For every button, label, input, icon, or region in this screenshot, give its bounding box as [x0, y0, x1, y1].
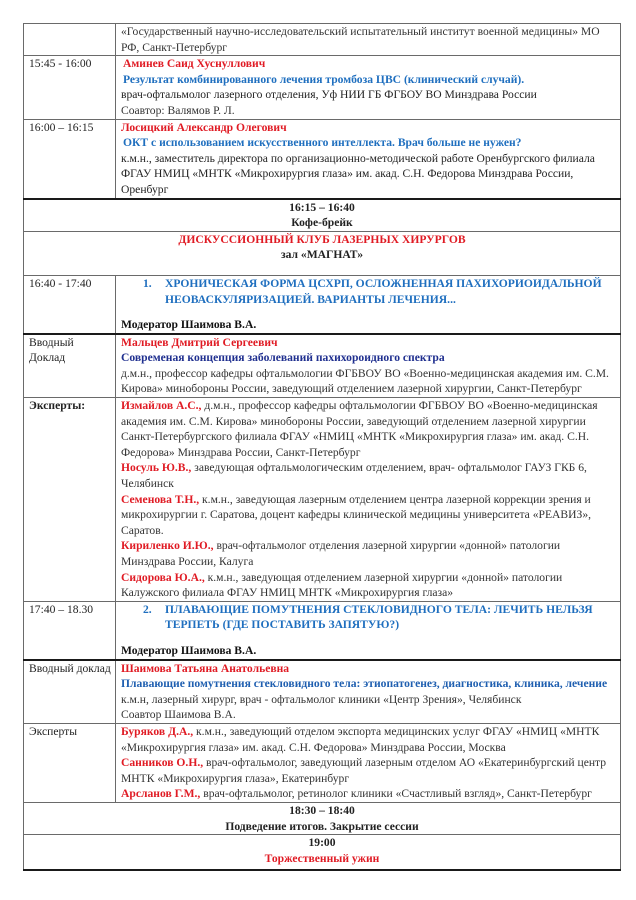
- affiliation-text: д.м.н., профессор кафедры офтальмологии ФГБВОУ ВО «Военно-медицинская академия им. С.М. Кирова» минобороны России, заведующий отделением лазерной хирургии, Санкт-Петербург: [121, 366, 609, 396]
- speaker-name: Шаимова Татьяна Анатольевна: [121, 661, 290, 675]
- expert-entry: [121, 755, 616, 786]
- expert-description: врач-офтальмолог, заведующий лазерным отделом АО «Екатеринбургский центр МНТК «Микрохирургия глаза», Екатеринбург: [121, 756, 607, 785]
- session-topic: [121, 276, 616, 307]
- row-label: Эксперты:: [24, 398, 116, 602]
- expert-name: Носуль Ю.В.,: [121, 461, 192, 475]
- talk-title: Современая концепция заболеваний пахихороидного спектра: [121, 351, 445, 365]
- row-label: Вводный доклад: [24, 660, 116, 724]
- expert-description: к.м.н., заведующий отделом экспорта медицинских услуг ФГАУ «НМИЦ «МНТК «Микрохирургия глаза» им. акад. С.Н. Федорова» Минздрава России, Москва: [121, 724, 600, 754]
- dinner-row: [24, 835, 621, 871]
- expert-name: Арсланов Г.М.,: [121, 787, 201, 801]
- coffee-break-row: [24, 199, 621, 232]
- section-header-row: [24, 231, 621, 275]
- closing-label: Подведение итогов. Закрытие сессии: [225, 819, 419, 833]
- time-cell: 16:00 – 16:15: [24, 119, 116, 198]
- talk-title: Плавающие помутнения стекловидного тела: этиопатогенез, диагностика, клиника, лечение: [121, 677, 608, 691]
- talk-cell: [116, 334, 621, 398]
- row-label: Вводный Доклад: [24, 334, 116, 398]
- experts-cell: [116, 723, 621, 802]
- session-topic-text: ПЛАВАЮЩИЕ ПОМУТНЕНИЯ СТЕКЛОВИДНОГО ТЕЛА: ЛЕЧИТЬ НЕЛЬЗЯ ТЕРПЕТЬ (ГДЕ ПОСТАВИТЬ ЗАПЯТУЮ?): [165, 602, 593, 632]
- coffee-break-time: 16:15 – 16:40: [289, 200, 355, 214]
- expert-description: врач-офтальмолог отделения лазерной хирургии «донной» патологии Минздрава России, Калуга: [121, 539, 561, 568]
- moderator-text: Модератор Шаимова В.А.: [121, 643, 257, 657]
- table-row: [24, 398, 621, 602]
- time-cell: 16:40 - 17:40: [24, 275, 116, 333]
- talk-cell: [116, 119, 621, 198]
- expert-entry: [121, 570, 616, 601]
- talk-cell: [116, 56, 621, 119]
- session-row: [24, 601, 621, 659]
- table-row: [24, 119, 621, 198]
- row-label: Эксперты: [24, 723, 116, 802]
- session-number: 2.: [143, 602, 152, 616]
- coauthor-text: Соавтор Шаимова В.А.: [121, 708, 236, 722]
- table-row: [24, 334, 621, 398]
- section-title: ДИСКУССИОННЫЙ КЛУБ ЛАЗЕРНЫХ ХИРУРГОВ: [178, 232, 466, 246]
- closing-time: 18:30 – 18:40: [289, 803, 355, 817]
- session-row: [24, 275, 621, 333]
- expert-entry: [121, 538, 616, 569]
- dinner-cell: [24, 835, 621, 871]
- experts-cell: [116, 398, 621, 602]
- speaker-name: Лосицкий Александр Олегович: [121, 120, 287, 134]
- expert-entry: [121, 398, 616, 460]
- dinner-label: Торжественный ужин: [264, 851, 380, 865]
- closing-row: [24, 802, 621, 834]
- table-row: [24, 660, 621, 724]
- table-row: [24, 56, 621, 119]
- expert-entry: [121, 492, 616, 539]
- time-cell: 17:40 – 18.30: [24, 601, 116, 659]
- speaker-name: Мальцев Дмитрий Сергеевич: [121, 335, 278, 349]
- expert-entry: [121, 460, 616, 491]
- hall-name: зал «МАГНАТ»: [280, 248, 364, 262]
- table-row: [24, 24, 621, 56]
- affiliation-text: врач-офтальмолог лазерного отделения, Уф НИИ ГБ ФГБОУ ВО Минздрава России: [121, 88, 537, 102]
- expert-name: Сидорова Ю.А.,: [121, 570, 205, 584]
- expert-description: заведующая офтальмологическим отделением, врач- офтальмолог ГАУЗ ГКБ 6, Челябинск: [121, 461, 587, 491]
- session-cell: [116, 601, 621, 659]
- expert-name: Санников О.Н.,: [121, 756, 204, 770]
- affiliation-text: «Государственный научно-исследовательский испытательный институт военной медицины» МО РФ, Санкт-Петербург: [116, 24, 621, 56]
- section-header-cell: [24, 231, 621, 275]
- expert-name: Измайлов А.С.,: [121, 399, 202, 413]
- program-page: [23, 23, 620, 871]
- closing-cell: [24, 802, 621, 834]
- speaker-name: Аминев Саид Хуснуллович: [123, 57, 266, 71]
- program-table: [23, 23, 621, 871]
- dinner-time: 19:00: [308, 836, 336, 850]
- expert-name: Кириленко И.Ю.,: [121, 539, 214, 553]
- expert-name: Семенова Т.Н.,: [121, 492, 200, 506]
- affiliation-text: к.м.н., заместитель директора по организационно-методической работе Оренбургского филиала ФГАУ НМИЦ «МНТК «Микрохирургия глаза» им. акад. С.Н. Федорова Минздрава России, Оренбург: [121, 151, 595, 196]
- moderator-text: Модератор Шаимова В.А.: [121, 318, 257, 332]
- talk-title: ОКТ с использованием искусственного интеллекта. Врач больше не нужен?: [123, 136, 522, 150]
- expert-entry: [121, 724, 616, 755]
- expert-description: к.м.н., заведующая лазерным отделением центра лазерной коррекции зрения и микрохирургии г. Саратова, доцент кафедры клинической медицины университета «РЕАВИЗ», Саратов.: [121, 492, 592, 537]
- coffee-break-label: Кофе-брейк: [291, 216, 353, 230]
- coffee-break-cell: [24, 199, 621, 232]
- session-number: 1.: [143, 276, 152, 290]
- time-cell: [24, 24, 116, 56]
- expert-description: д.м.н., профессор кафедры офтальмологии ФГБВОУ ВО «Военно-медицинская академия им. С.М. Кирова» минобороны России, заведующий отделением лазерной хирургии Санкт-Петербургского филиала ФГАУ «НМИЦ «МНТК «Микрохирургия глаза» им. акад. С.Н. Федорова» Минздрава России, Санкт-Петербург: [121, 399, 598, 459]
- table-row: [24, 723, 621, 802]
- expert-description: к.м.н., заведующая отделением лазерной хирургии «донной» патологии Калужского филиала ФГАУ НМИЦ МНТК «Микрохирургия глаза»: [121, 570, 563, 600]
- coauthor-text: Соавтор: Валямов Р. Л.: [121, 103, 235, 117]
- talk-title: Результат комбинированного лечения тромбоза ЦВС (клинический случай).: [123, 72, 525, 86]
- session-topic-text: ХРОНИЧЕСКАЯ ФОРМА ЦСХРП, ОСЛОЖНЕННАЯ ПАХИХОРИОИДАЛЬНОЙ НЕОВАСКУЛЯРИЗАЦИЕЙ. ВАРИАНТЫ ЛЕЧЕНИЯ...: [165, 276, 602, 306]
- session-cell: [116, 275, 621, 333]
- expert-entry: [121, 786, 616, 802]
- affiliation-text: к.м.н, лазерный хирург, врач - офтальмолог клиники «Центр Зрения», Челябинск: [121, 692, 522, 706]
- session-topic: [121, 602, 616, 633]
- time-cell: 15:45 - 16:00: [24, 56, 116, 119]
- talk-cell: [116, 660, 621, 724]
- expert-description: врач-офтальмолог, ретинолог клиники «Счастливый взгляд», Санкт-Петербург: [200, 787, 592, 801]
- expert-name: Буряков Д.А.,: [121, 724, 194, 738]
